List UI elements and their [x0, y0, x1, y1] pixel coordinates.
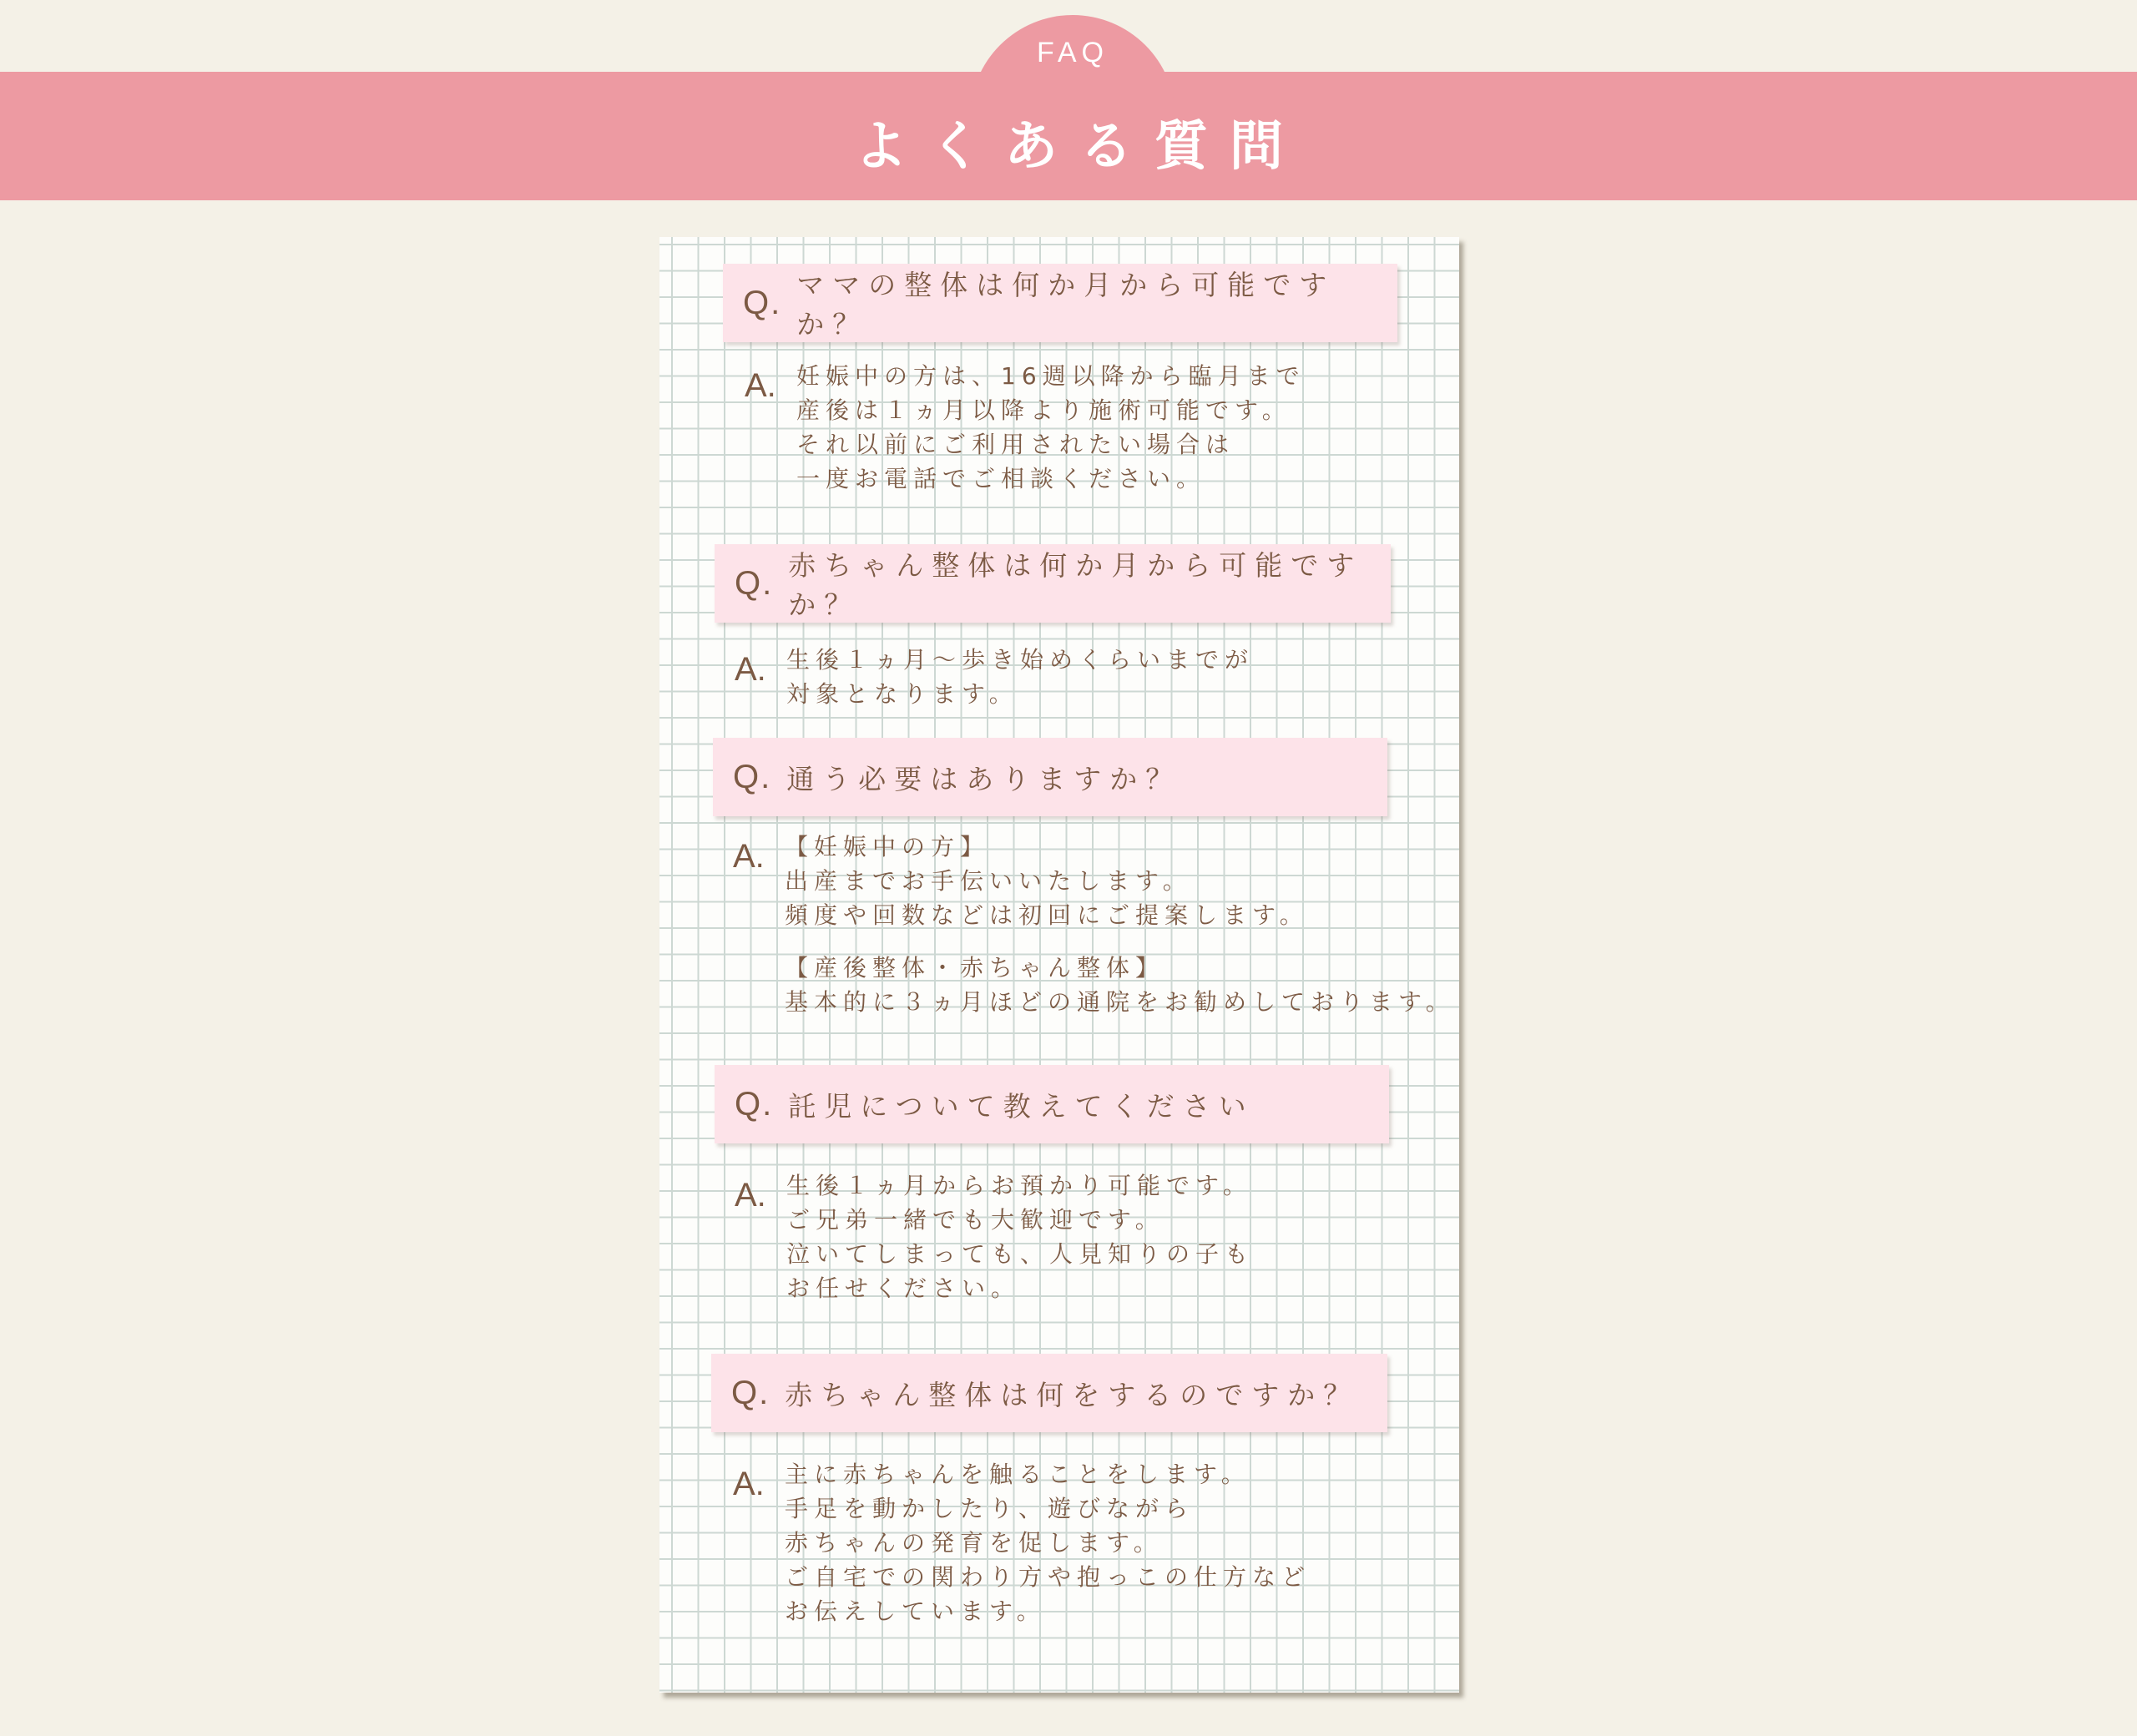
answer-line: 対象となります。	[786, 680, 1018, 708]
answer-line: 赤ちゃんの発育を促します。	[785, 1529, 1163, 1557]
answer-line: 主に赤ちゃんを触ることをします。	[785, 1461, 1250, 1488]
answer-line: お伝えしています。	[785, 1597, 1046, 1625]
answer-line: 生後１ヵ月からお預かり可能です。	[786, 1172, 1252, 1199]
a-mark: A.	[745, 367, 776, 404]
question-text: 託児について教えてください	[788, 1089, 1255, 1123]
answer-line: 基本的に３ヵ月ほどの通院をお勧めしております。	[785, 988, 1455, 1016]
a-mark: A.	[733, 838, 765, 875]
answer-line: 妊娠中の方は、16週以降から臨月まで	[796, 362, 1306, 390]
answer-line: 出産までお手伝いいたします。	[785, 867, 1192, 895]
answer-line: 泣いてしまっても、人見知りの子も	[786, 1240, 1255, 1268]
q-mark: Q.	[735, 1085, 774, 1123]
answer-line: 頻度や回数などは初回にご提案します。	[785, 901, 1309, 929]
answer-line: 【妊娠中の方】	[785, 833, 990, 860]
faq-tab-label: FAQ	[1036, 37, 1109, 68]
answer-line: お任せください。	[786, 1274, 1021, 1302]
answer-line: 生後１ヵ月～歩き始めくらいまでが	[786, 646, 1255, 674]
faq-question-4	[715, 1065, 1389, 1143]
question-text: 赤ちゃん整体は何か月から可能ですか？	[788, 549, 1363, 621]
q-mark: Q.	[735, 564, 774, 602]
question-text: 赤ちゃん整体は何をするのですか？	[785, 1378, 1360, 1411]
answer-line: ご兄弟一緒でも大歓迎です。	[786, 1206, 1164, 1234]
question-text: 通う必要はありますか？	[786, 762, 1182, 795]
answer-line: 【産後整体・赤ちゃん整体】	[785, 954, 1165, 982]
answer-line: 産後は１ヵ月以降より施術可能です。	[796, 396, 1291, 424]
question-text: ママの整体は何か月から可能ですか？	[796, 269, 1336, 341]
a-mark: A.	[733, 1466, 765, 1502]
faq-question-5	[711, 1354, 1387, 1432]
q-mark: Q.	[731, 1374, 770, 1411]
answer-line: それ以前にご利用されたい場合は	[796, 431, 1235, 458]
answer-line: ご自宅での関わり方や抱っこの仕方など	[785, 1563, 1311, 1591]
q-mark: Q.	[743, 284, 782, 321]
a-mark: A.	[735, 651, 766, 688]
faq-question-3	[713, 738, 1387, 816]
page-title: よくある質問	[854, 116, 1305, 178]
a-mark: A.	[735, 1177, 766, 1214]
answer-line: 手足を動かしたり、遊びながら	[785, 1495, 1195, 1522]
answer-line: 一度お電話でご相談ください。	[796, 465, 1206, 492]
q-mark: Q.	[733, 758, 772, 795]
faq-question-2	[715, 544, 1391, 623]
faq-question-1	[723, 264, 1397, 342]
